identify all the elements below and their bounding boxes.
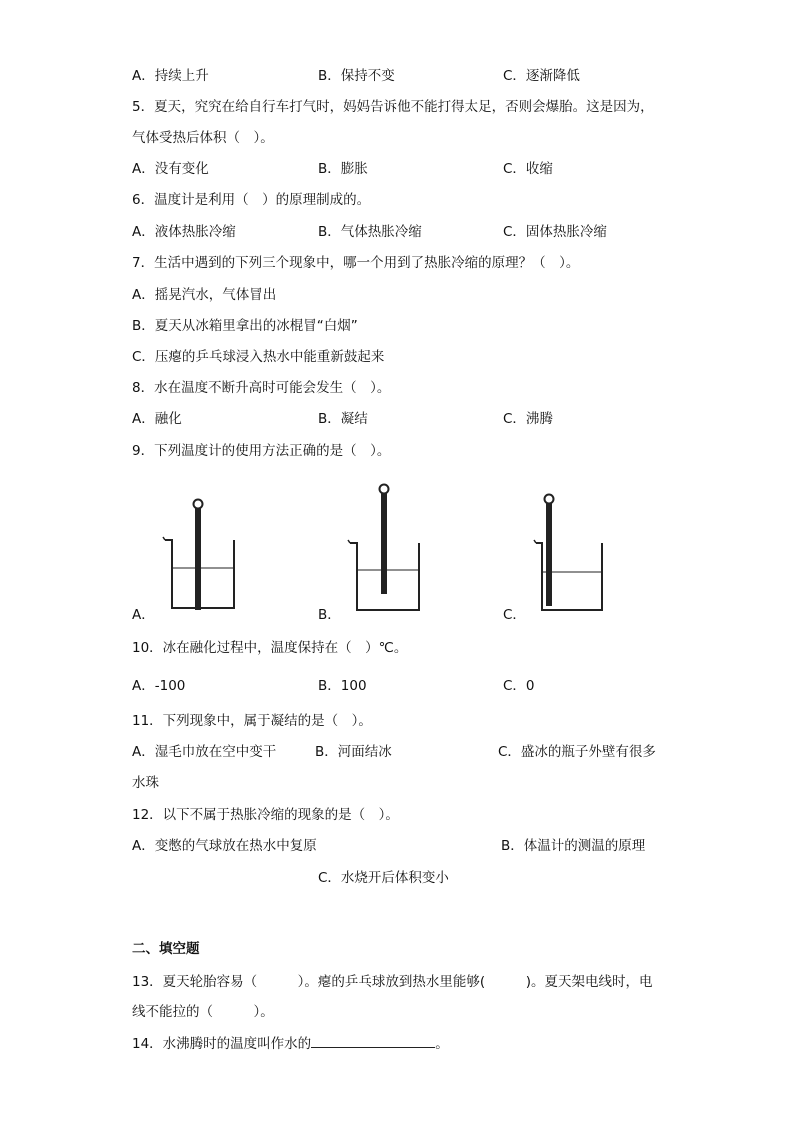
figure-c-beaker-thermometer — [530, 480, 610, 615]
thermometer-tube — [195, 506, 201, 610]
q7-option-b: B．夏天从冰箱里拿出的冰棍冒“白烟” — [132, 318, 358, 334]
figure-a-beaker-thermometer — [160, 480, 240, 615]
q14-question — [132, 1034, 449, 1053]
thermometer-tube — [546, 502, 552, 606]
figure-b-beaker-thermometer — [345, 480, 425, 615]
q10-option-c: C．0 — [503, 678, 535, 694]
q13-line2: 线不能拉的（ ）。 — [132, 1004, 274, 1020]
q12-option-b: B．体温计的测温的原理 — [501, 838, 646, 854]
thermometer-top-ring — [380, 485, 389, 494]
q13-line1: 13．夏天轮胎容易（ ）。瘪的乒乓球放到热水里能够( )。夏天架电线时，电 — [132, 974, 653, 990]
section-title-fill-in: 二、填空题 — [132, 941, 200, 957]
q8-stem: 8．水在温度不断升高时可能会发生（ ）。 — [132, 380, 391, 396]
q9-option-b: B． — [318, 607, 341, 623]
q5-stem-line2: 气体受热后体积（ ）。 — [132, 130, 274, 146]
q7-option-c: C．压瘪的乒乓球浸入热水中能重新鼓起来 — [132, 349, 385, 365]
q6-option-b: B．气体热胀冷缩 — [318, 224, 422, 240]
q9-option-a: A． — [132, 607, 155, 623]
q10-option-a: A．-100 — [132, 678, 186, 694]
q7-stem: 7．生活中遇到的下列三个现象中，哪一个用到了热胀冷缩的原理？（ ）。 — [132, 255, 580, 271]
q14-stem: 14．水沸腾时的温度叫作水的 — [132, 1036, 312, 1052]
q5-option-c: C．收缩 — [503, 161, 553, 177]
q5-stem-line1: 5．夏天，究究在给自行车打气时，妈妈告诉他不能打得太足，否则会爆胎。这是因为， — [132, 99, 654, 115]
q8-option-b: B．凝结 — [318, 411, 368, 427]
q11-option-b: B．河面结冰 — [315, 744, 392, 760]
thermometer-top-ring — [545, 495, 554, 504]
q12-stem: 12．以下不属于热胀冷缩的现象的是（ ）。 — [132, 807, 399, 823]
q4-option-a: A．持续上升 — [132, 68, 209, 84]
q8-option-a: A．融化 — [132, 411, 182, 427]
thermometer-top-ring — [194, 500, 203, 509]
q9-stem: 9．下列温度计的使用方法正确的是（ ）。 — [132, 443, 391, 459]
q6-stem: 6．温度计是利用（ ）的原理制成的。 — [132, 192, 371, 208]
q7-option-a: A．摇晃汽水，气体冒出 — [132, 287, 277, 303]
q12-option-a: A．变憋的气球放在热水中复原 — [132, 838, 317, 854]
q11-option-c-cont: 水珠 — [132, 775, 159, 791]
q11-option-c: C．盛冰的瓶子外壁有很多 — [498, 744, 656, 760]
q12-option-c: C．水烧开后体积变小 — [318, 870, 449, 886]
beaker-outline — [536, 543, 602, 610]
q11-option-a: A．湿毛巾放在空中变干 — [132, 744, 277, 760]
q11-stem: 11．下列现象中，属于凝结的是（ ）。 — [132, 713, 372, 729]
q14-end: 。 — [435, 1036, 449, 1052]
q4-option-c: C．逐渐降低 — [503, 68, 580, 84]
q6-option-c: C．固体热胀冷缩 — [503, 224, 607, 240]
q6-option-a: A．液体热胀冷缩 — [132, 224, 236, 240]
q10-stem: 10．冰在融化过程中，温度保持在（ ）℃。 — [132, 640, 408, 656]
q8-option-c: C．沸腾 — [503, 411, 553, 427]
q5-option-b: B．膨胀 — [318, 161, 368, 177]
q10-option-b: B．100 — [318, 678, 367, 694]
q14-answer-blank[interactable] — [311, 1034, 435, 1048]
thermometer-tube — [381, 492, 387, 594]
q5-option-a: A．没有变化 — [132, 161, 209, 177]
q9-option-c: C． — [503, 607, 526, 623]
q4-option-b: B．保持不变 — [318, 68, 395, 84]
